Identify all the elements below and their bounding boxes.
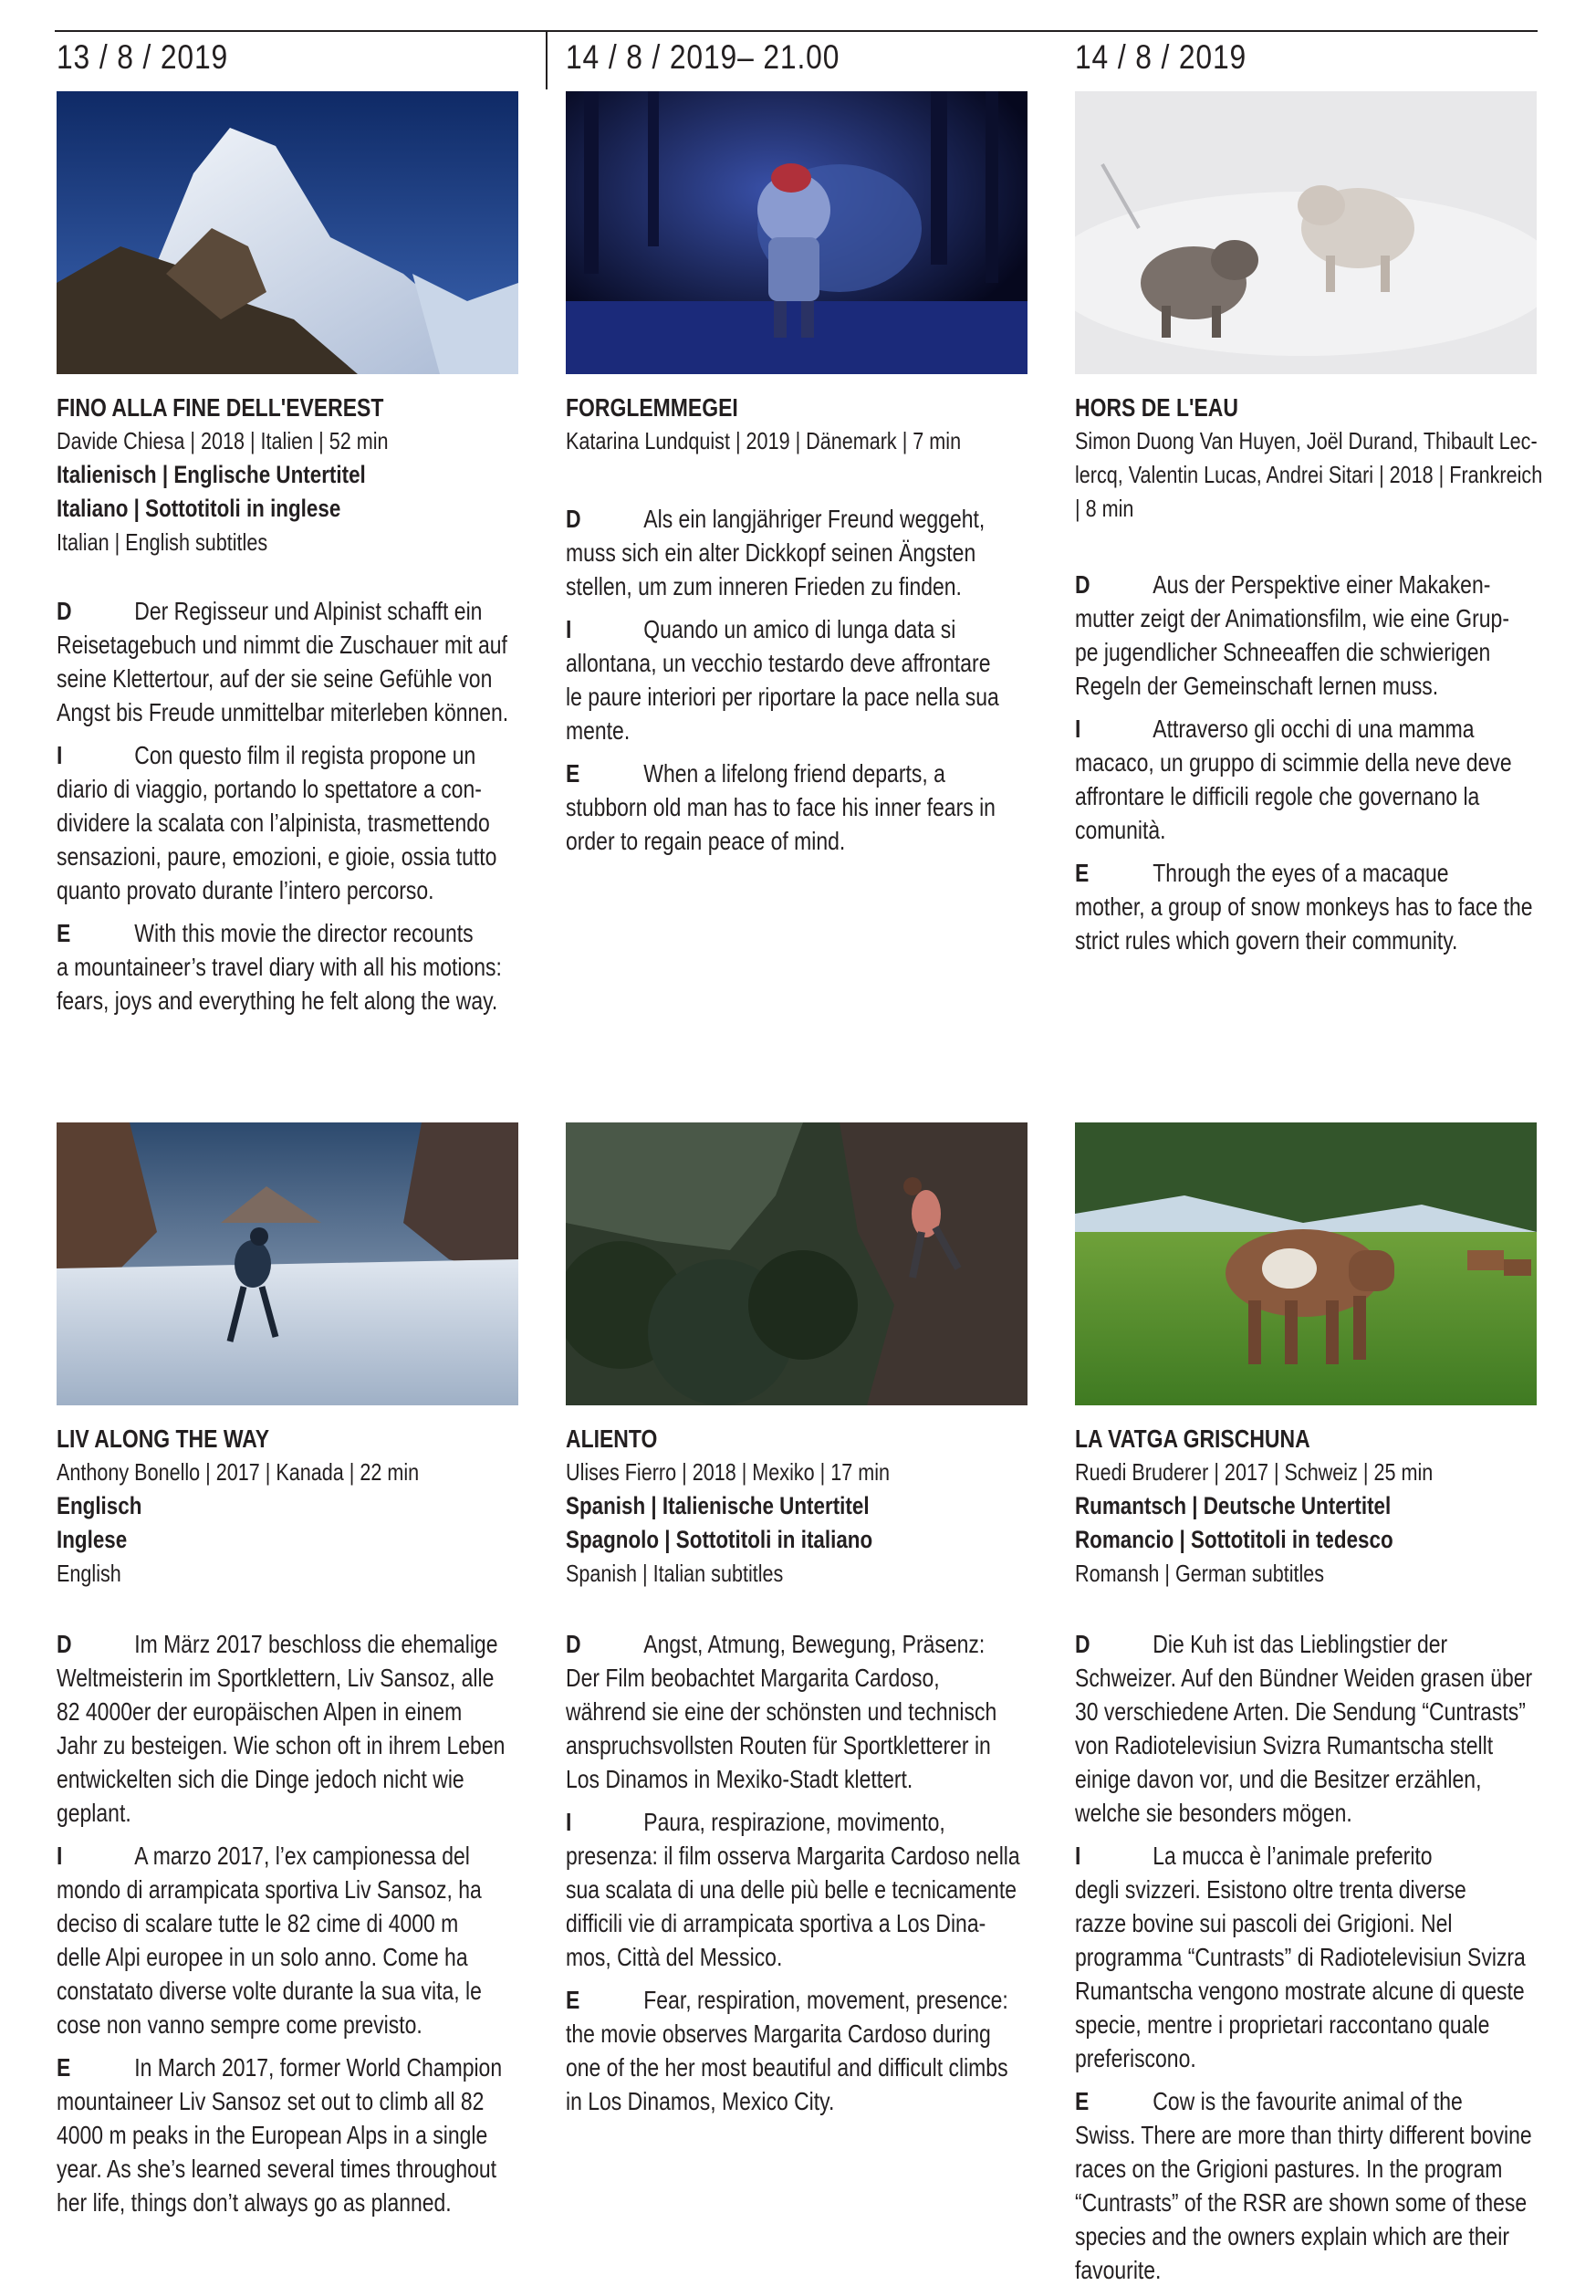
description-block-i xyxy=(1075,1839,1546,2075)
description-text: Schweizer. Auf den Bündner Weiden grasen über xyxy=(1075,1664,1533,1692)
description-line xyxy=(1075,1839,1461,1873)
description-block-i xyxy=(57,1839,527,2041)
description-text: Jahr zu besteigen. Wie schon oft in ihrem Leben xyxy=(57,1731,506,1759)
description-line xyxy=(57,1695,463,1728)
description-line xyxy=(1075,1627,1461,1661)
language-letter: I xyxy=(1075,1842,1081,1870)
aliento-image xyxy=(566,1122,1027,1405)
description-text: “Cuntrasts” of the RSR are shown some of these xyxy=(1075,2188,1528,2217)
language-letter: D xyxy=(566,505,581,533)
film-descriptions xyxy=(1075,568,1546,957)
description-line xyxy=(57,2008,443,2041)
description-line xyxy=(566,1873,1017,1906)
description-line xyxy=(57,2084,485,2118)
film-language: Spanish | Italienische Untertitel xyxy=(566,1492,870,1519)
film-meta: Katarina Lundquist | 2019 | Dänemark | 7 min xyxy=(566,427,962,454)
description-block-e xyxy=(1075,856,1546,957)
description-line xyxy=(57,1974,482,2008)
description-text: Cow is the favourite animal of the xyxy=(1153,2087,1463,2115)
description-line xyxy=(1075,1974,1525,2008)
description-line xyxy=(1075,924,1461,957)
description-text: cose non vanno sempre come previsto. xyxy=(57,2010,422,2039)
description-text: stellen, um zum inneren Frieden zu finden. xyxy=(566,572,962,600)
description-text: anspruchsvollsten Routen für Sportkletterer in xyxy=(566,1731,991,1759)
description-block-i xyxy=(566,1805,1037,1974)
date-label-2: 14 / 8 / 2019– 21.00 xyxy=(566,38,840,76)
description-line xyxy=(1075,1762,1482,1796)
description-line xyxy=(1075,712,1475,746)
description-text: stubborn old man has to face his inner fears in xyxy=(566,793,996,821)
film-language-en: Romansh | German subtitles xyxy=(1075,1560,1325,1587)
description-line xyxy=(57,873,443,907)
language-letter: I xyxy=(57,741,63,769)
description-block-e xyxy=(1075,2084,1546,2287)
description-text: welche sie besonders mögen. xyxy=(1075,1799,1352,1827)
description-text: pe jugendlicher Schneeaffen die schwierigen xyxy=(1075,638,1491,666)
description-block-i xyxy=(566,612,1037,747)
film-descriptions xyxy=(57,594,527,1018)
description-line xyxy=(566,680,999,714)
description-text: races on the Grigioni pastures. In the program xyxy=(1075,2155,1503,2183)
description-text: mountaineer Liv Sansoz set out to climb all 82 xyxy=(57,2087,485,2115)
language-letter: I xyxy=(566,1808,572,1836)
film-meta: Davide Chiesa | 2018 | Italien | 52 min xyxy=(57,427,389,454)
description-text: year. As she’s learned several times throughout xyxy=(57,2155,497,2183)
description-text: strict rules which govern their community. xyxy=(1075,926,1458,955)
description-line xyxy=(566,790,996,824)
description-text: Die Kuh ist das Lieblingstier der xyxy=(1153,1630,1448,1658)
film-still-aliento xyxy=(566,1122,1027,1405)
film-title: ALIENTO xyxy=(566,1425,658,1453)
description-line xyxy=(1075,746,1512,779)
description-text: affrontare le difficili regole che governano la xyxy=(1075,782,1480,810)
film-still-everest xyxy=(57,91,518,374)
forglemmegei-image xyxy=(566,91,1027,374)
description-text: In March 2017, former World Champion xyxy=(134,2053,503,2082)
description-line xyxy=(57,1906,459,1940)
description-line xyxy=(1075,2041,1461,2075)
description-text: Fear, respiration, movement, presence: xyxy=(643,1986,1008,2014)
description-text: Der Regisseur und Alpinist schafft ein xyxy=(134,597,483,625)
description-text: Los Dinamos in Mexiko-Stadt klettert. xyxy=(566,1765,913,1793)
description-line xyxy=(1075,2008,1490,2041)
description-line xyxy=(57,984,498,1018)
description-text: favourite. xyxy=(1075,2256,1162,2284)
description-line xyxy=(566,1940,952,1974)
film-title: LIV ALONG THE WAY xyxy=(57,1425,270,1453)
liv-image xyxy=(57,1122,518,1405)
description-text: dividere la scalata con l’alpinista, trasmettendo xyxy=(57,809,490,837)
language-letter: E xyxy=(57,2053,71,2082)
description-text: entwickelten sich die Dinge jedoch nicht wie xyxy=(57,1765,464,1793)
description-line xyxy=(57,1839,470,1873)
film-card-la-vatga-grischuna xyxy=(1075,1122,1546,2296)
language-letter: D xyxy=(57,597,72,625)
description-line xyxy=(57,1661,495,1695)
description-text: Reisetagebuch und nimmt die Zuschauer mit auf xyxy=(57,631,507,659)
film-language-en: English xyxy=(57,1560,121,1587)
film-title: FINO ALLA FINE DELL'EVEREST xyxy=(57,393,384,422)
description-text: order to regain peace of mind. xyxy=(566,827,846,855)
film-card-aliento xyxy=(566,1122,1037,2127)
language-letter: E xyxy=(1075,2087,1090,2115)
film-title: HORS DE L'EAU xyxy=(1075,393,1238,422)
film-language: Italienisch | Englische Untertitel xyxy=(57,461,366,488)
film-meta: Ruedi Bruderer | 2017 | Schweiz | 25 min xyxy=(1075,1458,1434,1486)
film-still-liv xyxy=(57,1122,518,1405)
description-text: während sie eine der schönsten und technisch xyxy=(566,1697,997,1726)
description-text: muss sich ein alter Dickkopf seinen Ängsten xyxy=(566,538,976,567)
date-label-1: 13 / 8 / 2019 xyxy=(57,38,229,76)
description-block-e xyxy=(566,1983,1037,2118)
description-block-i xyxy=(1075,712,1546,847)
description-block-d xyxy=(57,1627,527,1830)
description-text: Quando un amico di lunga data si xyxy=(643,615,956,643)
description-line xyxy=(566,1661,952,1695)
date-label-3: 14 / 8 / 2019 xyxy=(1075,38,1247,76)
language-letter: E xyxy=(57,919,71,947)
description-text: Als ein langjähriger Freund weggeht, xyxy=(643,505,986,533)
description-block-d xyxy=(1075,1627,1546,1830)
description-line xyxy=(1075,635,1491,669)
description-line xyxy=(566,502,986,536)
film-descriptions xyxy=(57,1627,527,2219)
description-text: Angst, Atmung, Bewegung, Präsenz: xyxy=(643,1630,986,1658)
description-text: Regeln der Gemeinschaft lernen muss. xyxy=(1075,672,1439,700)
description-text: species and the owners explain which are their xyxy=(1075,2222,1510,2250)
film-language: Spagnolo | Sottotitoli in italiano xyxy=(566,1526,873,1553)
description-line xyxy=(1075,813,1461,847)
description-line xyxy=(57,738,476,772)
description-text: Weltmeisterin im Sportklettern, Liv Sansoz, alle xyxy=(57,1664,495,1692)
film-meta: Ulises Fierro | 2018 | Mexiko | 17 min xyxy=(566,1458,891,1486)
description-text: 82 4000er der europäischen Alpen in einem xyxy=(57,1697,463,1726)
description-text: Swiss. There are more than thirty different bovine xyxy=(1075,2121,1532,2149)
description-text: preferiscono. xyxy=(1075,2044,1196,2072)
description-line xyxy=(1075,1906,1461,1940)
film-title: FORGLEMMEGEI xyxy=(566,393,738,422)
description-text: Im März 2017 beschloss die ehemalige xyxy=(134,1630,498,1658)
description-text: Through the eyes of a macaque xyxy=(1153,859,1449,887)
description-line xyxy=(566,714,952,747)
description-text: difficili vie di arrampicata sportiva a Los Dina- xyxy=(566,1909,986,1937)
description-line xyxy=(1075,2253,1461,2287)
description-line xyxy=(57,2186,452,2219)
description-block-e xyxy=(566,757,1037,858)
description-line xyxy=(57,628,507,662)
description-block-i xyxy=(57,738,527,907)
film-card-liv-along-the-way xyxy=(57,1122,527,2228)
description-line xyxy=(1075,669,1461,703)
film-language-en: Italian | English subtitles xyxy=(57,528,268,556)
film-descriptions xyxy=(566,502,1037,858)
description-line xyxy=(1075,890,1533,924)
language-letter: E xyxy=(566,1986,580,2014)
language-letter: I xyxy=(566,615,572,643)
description-line xyxy=(566,1805,952,1839)
description-line xyxy=(566,1728,991,1762)
description-text: razze bovine sui pascoli dei Grigioni. Nel xyxy=(1075,1909,1453,1937)
description-line xyxy=(566,646,991,680)
film-descriptions xyxy=(566,1627,1037,2118)
film-meta: | 8 min xyxy=(1075,495,1134,522)
vatga-image xyxy=(1075,1122,1537,1405)
description-line xyxy=(566,757,952,790)
description-line xyxy=(566,612,956,646)
language-letter: D xyxy=(566,1630,581,1658)
description-line xyxy=(1075,2118,1532,2152)
description-line xyxy=(1075,601,1509,635)
description-block-d xyxy=(57,594,527,729)
description-text: one of the her most beautiful and difficult climbs xyxy=(566,2053,1008,2082)
description-block-e xyxy=(57,2051,527,2219)
description-line xyxy=(566,1983,1008,2017)
description-text: A marzo 2017, l’ex campionessa del xyxy=(134,1842,470,1870)
description-text: mente. xyxy=(566,716,631,745)
description-line xyxy=(1075,1728,1494,1762)
description-text: diario di viaggio, portando lo spettatore a con- xyxy=(57,775,482,803)
description-text: La mucca è l’animale preferito xyxy=(1153,1842,1433,1870)
description-line xyxy=(1075,1661,1533,1695)
language-letter: D xyxy=(1075,570,1090,599)
description-text: seine Klettertour, auf der sie seine Gefühle von xyxy=(57,664,493,693)
description-text: When a lifelong friend departs, a xyxy=(643,759,945,788)
description-line xyxy=(1075,2084,1461,2118)
film-still-forglemmegei xyxy=(566,91,1027,374)
film-still-vatga xyxy=(1075,1122,1537,1405)
description-line xyxy=(1075,2186,1528,2219)
description-line xyxy=(57,1762,464,1796)
description-text: mother, a group of snow monkeys has to face the xyxy=(1075,892,1533,921)
language-letter: E xyxy=(1075,859,1090,887)
description-line xyxy=(566,2017,991,2051)
film-card-fino-alla-fine xyxy=(57,91,527,1027)
film-card-forglemmegei xyxy=(566,91,1037,867)
description-text: presenza: il film osserva Margarita Cardoso nella xyxy=(566,1842,1020,1870)
description-text: programma “Cuntrasts” di Radiotelevisiun Svizra xyxy=(1075,1943,1526,1971)
description-text: Aus der Perspektive einer Makaken- xyxy=(1153,570,1491,599)
description-text: constatato diverse volte durante la sua vita, le xyxy=(57,1977,482,2005)
description-line xyxy=(57,662,493,695)
description-line xyxy=(57,916,474,950)
description-line xyxy=(57,2152,497,2186)
date-divider xyxy=(546,30,548,89)
description-line xyxy=(566,1627,986,1661)
film-card-hors-de-leau xyxy=(1075,91,1546,966)
description-text: her life, things don’t always go as planned. xyxy=(57,2188,452,2217)
description-block-d xyxy=(1075,568,1546,703)
description-line xyxy=(1075,1940,1526,1974)
description-text: 4000 m peaks in the European Alps in a single xyxy=(57,2121,488,2149)
description-text: einige davon vor, und die Besitzer erzählen, xyxy=(1075,1765,1482,1793)
description-line xyxy=(1075,2152,1503,2186)
description-line xyxy=(566,2051,1008,2084)
description-line xyxy=(1075,1796,1461,1830)
description-text: Con questo film il regista propone un xyxy=(134,741,476,769)
description-text: Attraverso gli occhi di una mamma xyxy=(1153,715,1475,743)
description-text: Rumantscha vengono mostrate alcune di queste xyxy=(1075,1977,1525,2005)
description-line xyxy=(566,536,976,569)
description-text: mutter zeigt der Animationsfilm, wie eine Grup- xyxy=(1075,604,1509,632)
description-text: mos, Città del Messico. xyxy=(566,1943,783,1971)
description-line xyxy=(57,1627,498,1661)
hors-de-leau-image xyxy=(1075,91,1537,374)
description-text: von Radiotelevisiun Svizra Rumantscha stellt xyxy=(1075,1731,1494,1759)
description-line xyxy=(1075,779,1480,813)
description-line xyxy=(57,772,482,806)
film-language: Italiano | Sottotitoli in inglese xyxy=(57,495,341,522)
description-line xyxy=(1075,2219,1510,2253)
description-text: 30 verschiedene Arten. Die Sendung “Cuntrasts” xyxy=(1075,1697,1526,1726)
description-text: the movie observes Margarita Cardoso during xyxy=(566,2019,991,2048)
description-text: geplant. xyxy=(57,1799,131,1827)
description-text: quanto provato durante l’intero percorso. xyxy=(57,876,434,904)
description-line xyxy=(57,806,490,840)
description-text: comunità. xyxy=(1075,816,1166,844)
description-text: fears, joys and everything he felt along the way. xyxy=(57,986,498,1015)
film-language-en: Spanish | Italian subtitles xyxy=(566,1560,784,1587)
film-language: Englisch xyxy=(57,1492,142,1519)
everest-image xyxy=(57,91,518,374)
description-text: macaco, un gruppo di scimmie della neve deve xyxy=(1075,748,1512,777)
language-letter: I xyxy=(57,1842,63,1870)
description-block-e xyxy=(57,916,527,1018)
description-text: delle Alpi europee in un solo anno. Come ha xyxy=(57,1943,468,1971)
description-line xyxy=(57,695,509,729)
film-meta: Anthony Bonello | 2017 | Kanada | 22 min xyxy=(57,1458,420,1486)
film-meta: lercq, Valentin Lucas, Andrei Sitari | 2018 | Frankreich xyxy=(1075,461,1543,488)
description-line xyxy=(566,1695,997,1728)
header-rule xyxy=(55,30,1538,32)
description-text: mondo di arrampicata sportiva Liv Sansoz, ha xyxy=(57,1875,482,1904)
description-line xyxy=(566,824,952,858)
description-line xyxy=(566,2084,952,2118)
language-letter: E xyxy=(566,759,580,788)
description-line xyxy=(57,1940,468,1974)
description-line xyxy=(1075,568,1491,601)
description-line xyxy=(1075,1873,1466,1906)
film-language: Inglese xyxy=(57,1526,128,1553)
language-letter: D xyxy=(1075,1630,1090,1658)
film-meta: Simon Duong Van Huyen, Joël Durand, Thibault Lec- xyxy=(1075,427,1538,454)
description-line xyxy=(57,950,502,984)
description-line xyxy=(566,569,962,603)
description-line xyxy=(57,1796,443,1830)
description-text: allontana, un vecchio testardo deve affrontare xyxy=(566,649,991,677)
description-block-d xyxy=(566,502,1037,603)
description-line xyxy=(57,1873,482,1906)
description-text: Paura, respirazione, movimento, xyxy=(643,1808,945,1836)
description-line xyxy=(566,1762,952,1796)
description-line xyxy=(57,840,497,873)
description-line xyxy=(566,1906,986,1940)
description-line xyxy=(1075,1695,1526,1728)
description-text: in Los Dinamos, Mexico City. xyxy=(566,2087,835,2115)
film-language: Rumantsch | Deutsche Untertitel xyxy=(1075,1492,1392,1519)
film-language: Romancio | Sottotitoli in tedesco xyxy=(1075,1526,1393,1553)
description-text: Der Film beobachtet Margarita Cardoso, xyxy=(566,1664,940,1692)
description-line xyxy=(1075,856,1461,890)
description-text: sensazioni, paure, emozioni, e gioie, ossia tutto xyxy=(57,842,497,871)
description-line xyxy=(57,2118,488,2152)
description-line xyxy=(566,1839,1020,1873)
description-text: degli svizzeri. Esistono oltre trenta diverse xyxy=(1075,1875,1466,1904)
film-descriptions xyxy=(1075,1627,1546,2287)
film-title: LA VATGA GRISCHUNA xyxy=(1075,1425,1310,1453)
description-block-d xyxy=(566,1627,1037,1796)
description-line xyxy=(57,2051,503,2084)
description-line xyxy=(57,1728,506,1762)
film-still-hors-de-leau xyxy=(1075,91,1537,374)
description-text: deciso di scalare tutte le 82 cime di 4000 m xyxy=(57,1909,459,1937)
description-text: Angst bis Freude unmittelbar miterleben können. xyxy=(57,698,509,726)
description-text: specie, mentre i proprietari raccontano quale xyxy=(1075,2010,1490,2039)
language-letter: D xyxy=(57,1630,72,1658)
description-text: With this movie the director recounts xyxy=(134,919,474,947)
language-letter: I xyxy=(1075,715,1081,743)
description-text: a mountaineer’s travel diary with all his motions: xyxy=(57,953,502,981)
description-text: le paure interiori per riportare la pace nella sua xyxy=(566,683,999,711)
description-text: sua scalata di una delle più belle e tecnicamente xyxy=(566,1875,1017,1904)
description-line xyxy=(57,594,483,628)
